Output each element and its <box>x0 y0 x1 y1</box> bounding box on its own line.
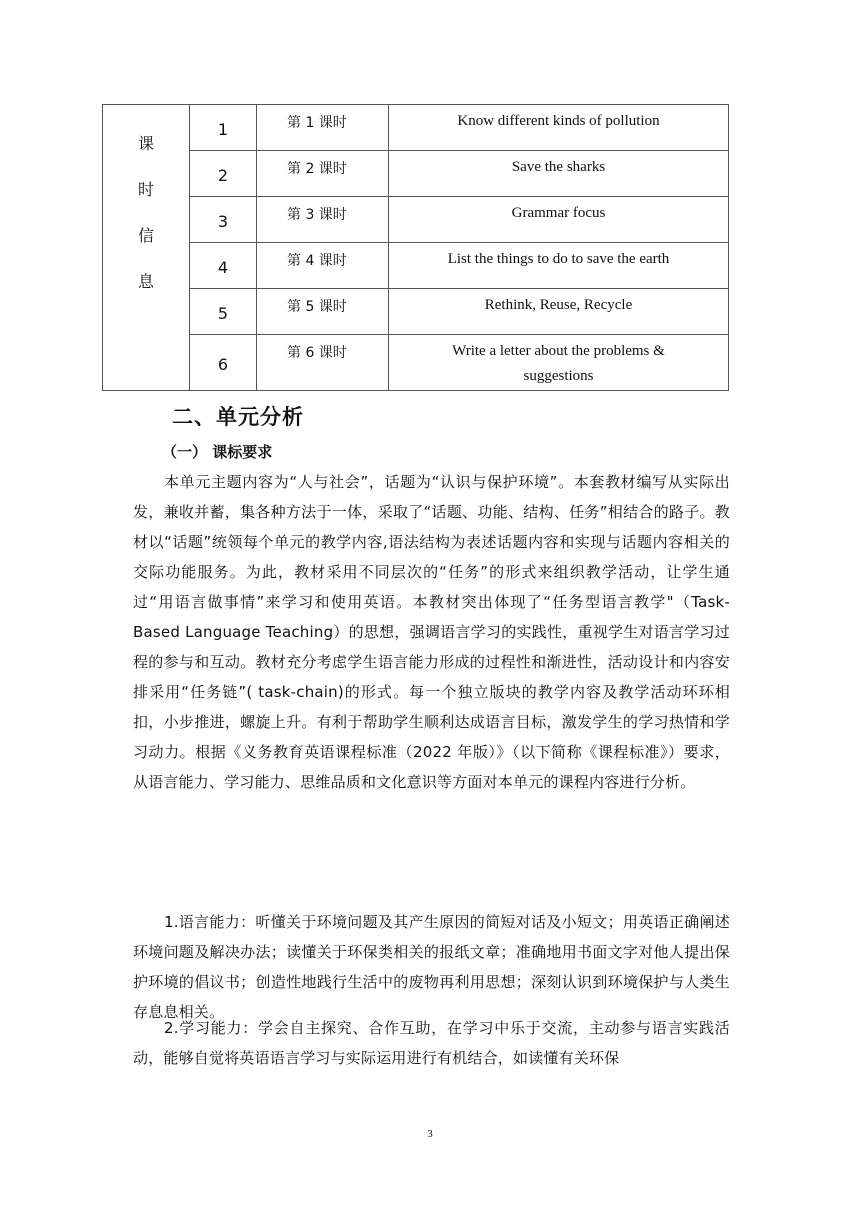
lesson-period: 第 5 课时 <box>257 289 389 335</box>
lesson-period: 第 3 课时 <box>257 197 389 243</box>
lesson-period: 第 1 课时 <box>257 105 389 151</box>
lesson-info-table <box>102 104 729 391</box>
lesson-content: List the things to do to save the earth <box>389 243 729 289</box>
section-title: 二、单元分析 <box>172 405 304 429</box>
page-number: 3 <box>427 1128 433 1140</box>
header-char: 息 <box>137 272 154 291</box>
paragraph-learning-ability: 2.学习能力：学会自主探究、合作互助，在学习中乐于交流，主动参与语言实践活动，能够自觉将英语语言学习与实际运用进行有机结合，如读懂有关环保 <box>133 1019 730 1067</box>
lesson-number: 2 <box>190 151 257 197</box>
lesson-content: Save the sharks <box>389 151 729 197</box>
lesson-number: 1 <box>190 105 257 151</box>
lesson-content: Rethink, Reuse, Recycle <box>389 289 729 335</box>
header-char: 课 <box>137 134 154 153</box>
subsection-title: （一） 课标要求 <box>162 443 273 461</box>
paragraph-language-ability: 1.语言能力：听懂关于环境问题及其产生原因的简短对话及小短文；用英语正确阐述环境问题及解决办法；读懂关于环保类相关的报纸文章；准确地用书面文字对他人提出保护环境的倡议书；创造性地践行生活中的废物再利用思想；深刻认识到环境保护与人类生存息息相关。 <box>133 913 730 1021</box>
lesson-content: Know different kinds of pollution <box>389 105 729 151</box>
lesson-info-header-cell <box>103 105 190 391</box>
lesson-content: Grammar focus <box>389 197 729 243</box>
paragraph-curriculum: 本单元主题内容为“人与社会”，话题为“认识与保护环境”。本套教材编写从实际出发，兼收并蓄，集各种方法于一体，采取了“话题、功能、结构、任务”相结合的路子。教材以“话题”统领每个单元的教学内容,语法结构为表述话题内容和实现与话题内容相关的交际功能服务。为此，教材采用不同层次的“任务”的形式来组织教学活动，让学生通过“用语言做事情”来学习和使用英语。本教材突出体现了“任务型语言教学"（Task-Based Language Teaching）的思想，强调语言学习的实践性，重视学生对语言学习过程的参与和互动。教材充分考虑学生语言能力形成的过程性和渐进性，活动设计和内容安排采用“任务链”( task-chain)的形式。每一个独立版块的教学内容及教学活动环环相扣，小步推进，螺旋上升。有利于帮助学生顺利达成语言目标，激发学生的学习热情和学习动力。根据《义务教育英语课程标准（2022 年版）》（以下简称《课程标准》）要求，从语言能力、学习能力、思维品质和文化意识等方面对本单元的课程内容进行分析。 <box>133 473 730 791</box>
lesson-number: 3 <box>190 197 257 243</box>
header-char: 时 <box>137 180 154 199</box>
lesson-content: Write a letter about the problems & suggestions <box>389 335 729 391</box>
lesson-number: 6 <box>190 335 257 391</box>
lesson-number: 4 <box>190 243 257 289</box>
header-char: 信 <box>137 226 154 245</box>
lesson-number: 5 <box>190 289 257 335</box>
lesson-period: 第 6 课时 <box>257 335 389 391</box>
lesson-period: 第 2 课时 <box>257 151 389 197</box>
lesson-period: 第 4 课时 <box>257 243 389 289</box>
